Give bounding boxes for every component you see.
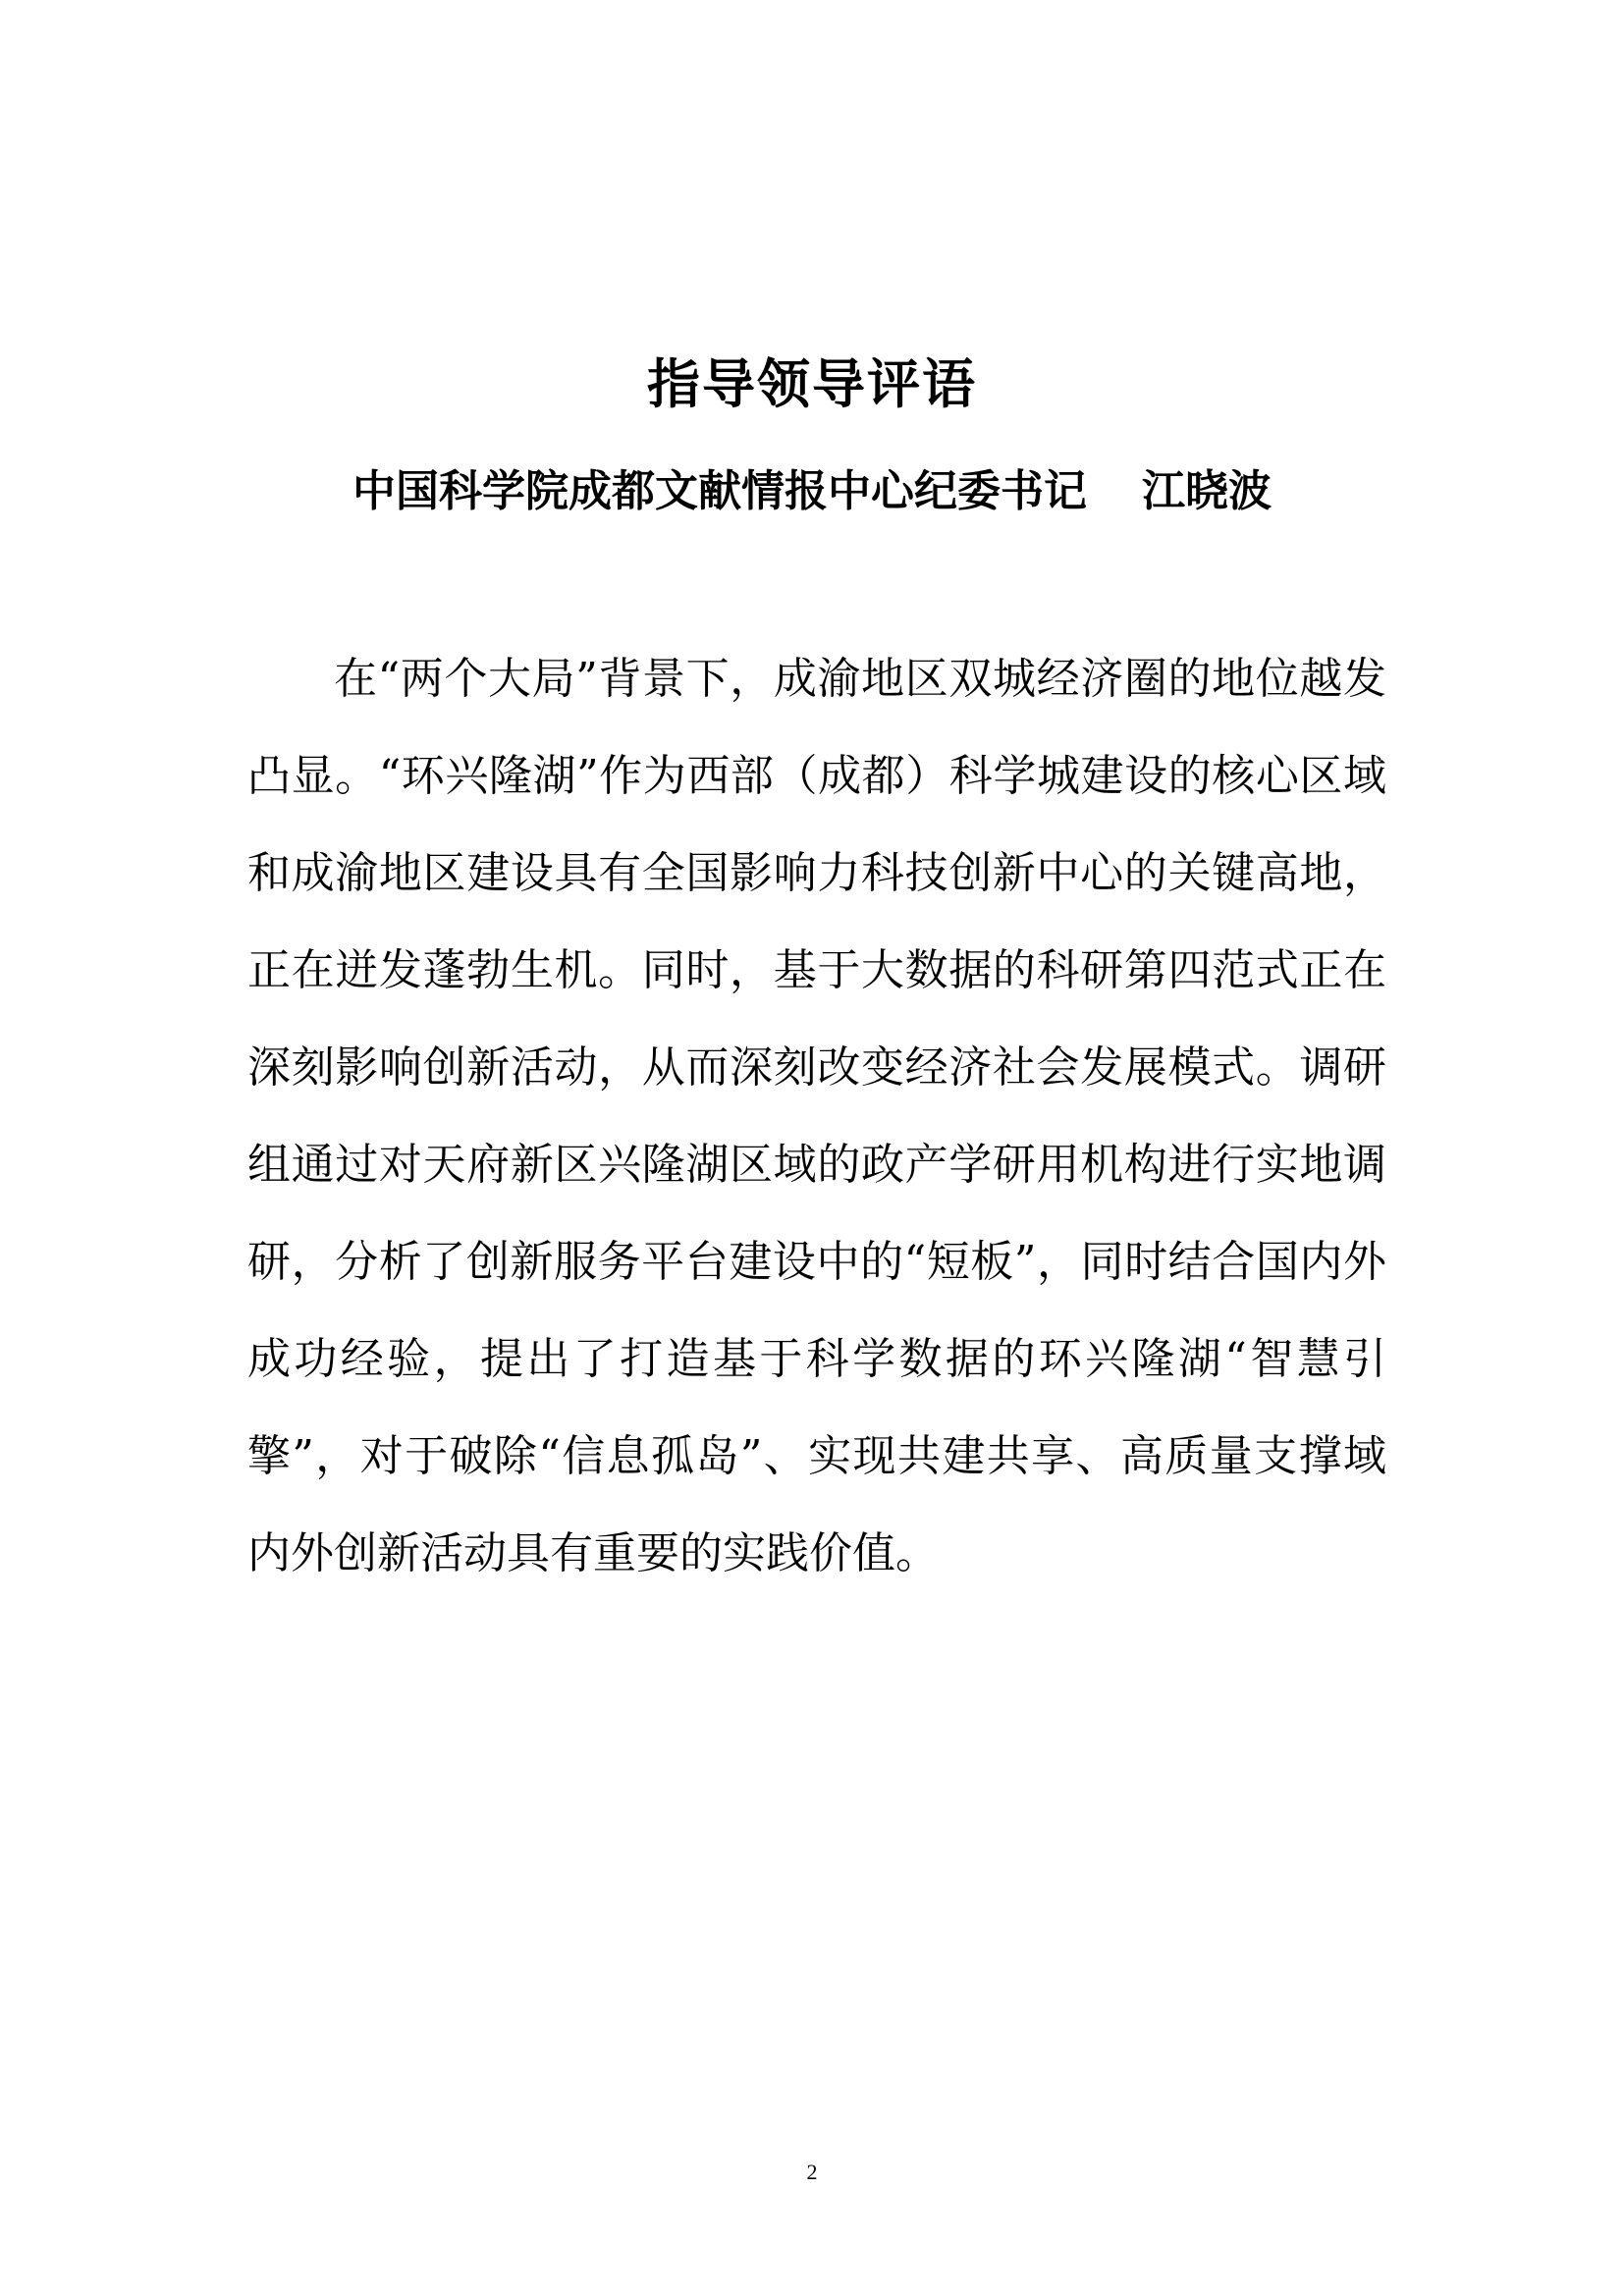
comment-paragraph: 在“两个大局”背景下，成渝地区双城经济圈的地位越发凸显。“环兴隆湖”作为西部（成都）科学城建设的核心区域和成渝地区建设具有全国影响力科技创新中心的关键高地，正在迸发蓬勃生机。同时，基于大数据的科研第四范式正在深刻影响创新活动，从而深刻改变经济社会发展模式。调研组通过对天府新区兴隆湖区域的政产学研用机构进行实地调研，分析了创新服务平台建设中的“短板”，同时结合国内外成功经验，提出了打造基于科学数据的环兴隆湖“智慧引擎”，对于破除“信息孤岛”、实现共建共享、高质量支撑域内外创新活动具有重要的实践价值。 — [247, 654, 1386, 1578]
author-organization: 中国科学院成都文献情报中心纪委书记 — [352, 466, 1087, 516]
page-title: 指导领导评语 — [647, 353, 977, 415]
page-number: 2 — [806, 2160, 818, 2184]
author-byline — [0, 457, 1624, 526]
author-name: 江晓波 — [1142, 466, 1272, 516]
